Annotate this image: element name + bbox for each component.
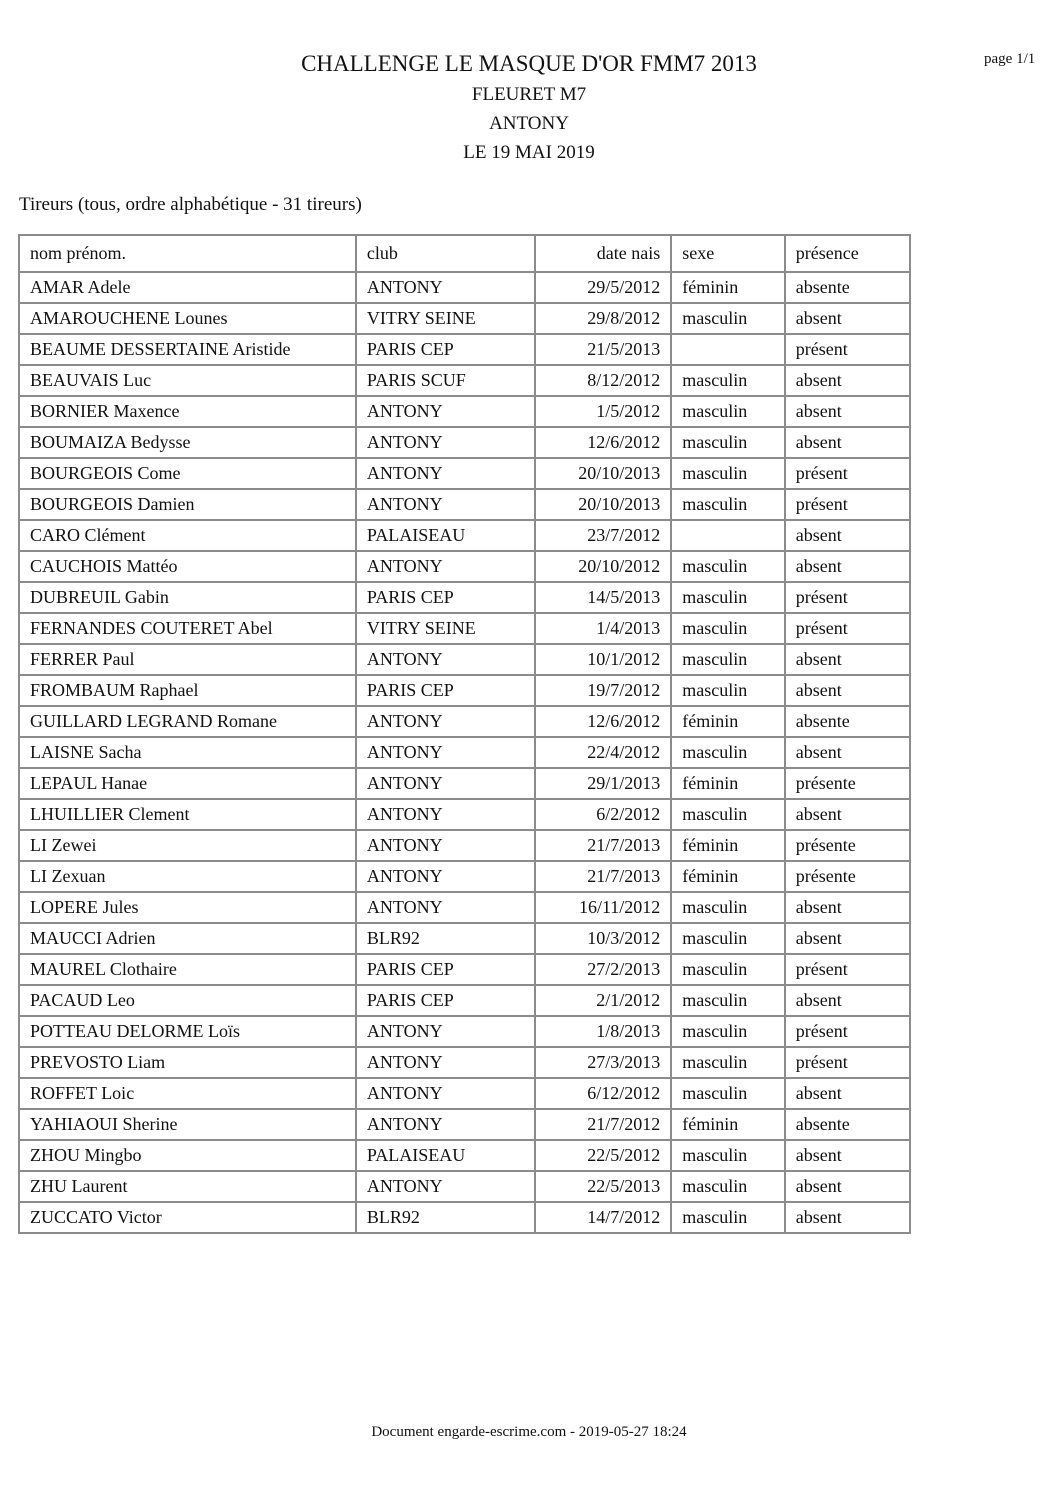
cell-sex: masculin <box>671 1140 784 1171</box>
cell-birthdate: 29/5/2012 <box>535 272 671 303</box>
cell-birthdate: 1/5/2012 <box>535 396 671 427</box>
cell-sex: féminin <box>671 272 784 303</box>
weapon-category: FLEURET M7 <box>471 84 587 105</box>
page-number: page 1/1 <box>984 51 1036 67</box>
table-row <box>19 1078 910 1109</box>
table-row <box>19 551 910 582</box>
table-row <box>19 799 910 830</box>
cell-birthdate: 27/2/2013 <box>535 954 671 985</box>
cell-birthdate: 20/10/2013 <box>535 489 671 520</box>
cell-presence: absent <box>785 303 910 334</box>
cell-presence: absente <box>785 1109 910 1140</box>
table-row <box>19 582 910 613</box>
cell-presence: absent <box>785 985 910 1016</box>
cell-club: ANTONY <box>356 830 535 861</box>
cell-sex: masculin <box>671 1078 784 1109</box>
cell-sex: masculin <box>671 489 784 520</box>
cell-birthdate: 22/5/2013 <box>535 1171 671 1202</box>
cell-sex: masculin <box>671 737 784 768</box>
cell-sex: masculin <box>671 458 784 489</box>
table-row <box>19 1016 910 1047</box>
cell-club: ANTONY <box>356 706 535 737</box>
cell-presence: présent <box>785 582 910 613</box>
cell-presence: absent <box>785 1202 910 1233</box>
cell-birthdate: 16/11/2012 <box>535 892 671 923</box>
table-row <box>19 489 910 520</box>
cell-birthdate: 6/12/2012 <box>535 1078 671 1109</box>
table-row <box>19 768 910 799</box>
table-row <box>19 396 910 427</box>
table-row <box>19 830 910 861</box>
cell-club: ANTONY <box>356 489 535 520</box>
cell-club: ANTONY <box>356 396 535 427</box>
cell-name: LEPAUL Hanae <box>19 768 356 799</box>
cell-club: ANTONY <box>356 861 535 892</box>
cell-name: POTTEAU DELORME Loïs <box>19 1016 356 1047</box>
column-header-sex: sexe <box>671 235 784 272</box>
cell-birthdate: 21/7/2013 <box>535 861 671 892</box>
cell-name: MAUREL Clothaire <box>19 954 356 985</box>
cell-name: FERRER Paul <box>19 644 356 675</box>
cell-birthdate: 29/1/2013 <box>535 768 671 799</box>
cell-sex: masculin <box>671 644 784 675</box>
cell-sex: masculin <box>671 985 784 1016</box>
cell-sex: féminin <box>671 1109 784 1140</box>
cell-sex: masculin <box>671 427 784 458</box>
cell-name: BOURGEOIS Damien <box>19 489 356 520</box>
table-row <box>19 861 910 892</box>
cell-birthdate: 1/4/2013 <box>535 613 671 644</box>
cell-birthdate: 21/5/2013 <box>535 334 671 365</box>
cell-club: ANTONY <box>356 458 535 489</box>
cell-club: PARIS CEP <box>356 582 535 613</box>
cell-name: LI Zexuan <box>19 861 356 892</box>
cell-sex: masculin <box>671 365 784 396</box>
event-location: ANTONY <box>489 113 569 134</box>
column-header-birthdate: date nais <box>535 235 671 272</box>
cell-club: PARIS CEP <box>356 985 535 1016</box>
cell-name: BEAUME DESSERTAINE Aristide <box>19 334 356 365</box>
cell-club: ANTONY <box>356 644 535 675</box>
cell-birthdate: 27/3/2013 <box>535 1047 671 1078</box>
cell-presence: absent <box>785 1171 910 1202</box>
cell-name: LHUILLIER Clement <box>19 799 356 830</box>
cell-club: ANTONY <box>356 272 535 303</box>
cell-sex: masculin <box>671 396 784 427</box>
table-row <box>19 954 910 985</box>
document-footer: Document engarde-escrime.com - 2019-05-27 18:24 <box>371 1424 687 1440</box>
cell-presence: présent <box>785 613 910 644</box>
cell-name: LOPERE Jules <box>19 892 356 923</box>
cell-sex: masculin <box>671 1171 784 1202</box>
cell-birthdate: 8/12/2012 <box>535 365 671 396</box>
section-caption: Tireurs (tous, ordre alphabétique - 31 tireurs) <box>19 194 362 215</box>
cell-presence: présent <box>785 334 910 365</box>
cell-presence: absent <box>785 1078 910 1109</box>
cell-club: PALAISEAU <box>356 520 535 551</box>
cell-sex: masculin <box>671 582 784 613</box>
table-body <box>19 272 910 1233</box>
cell-presence: absente <box>785 706 910 737</box>
cell-name: CARO Clément <box>19 520 356 551</box>
cell-presence: absent <box>785 396 910 427</box>
table-row <box>19 458 910 489</box>
cell-birthdate: 21/7/2012 <box>535 1109 671 1140</box>
cell-birthdate: 20/10/2012 <box>535 551 671 582</box>
cell-presence: présent <box>785 1016 910 1047</box>
cell-club: ANTONY <box>356 892 535 923</box>
cell-club: ANTONY <box>356 551 535 582</box>
cell-name: CAUCHOIS Mattéo <box>19 551 356 582</box>
cell-presence: absent <box>785 799 910 830</box>
cell-sex: masculin <box>671 1047 784 1078</box>
table-row <box>19 985 910 1016</box>
column-header-presence: présence <box>785 235 910 272</box>
cell-club: ANTONY <box>356 799 535 830</box>
cell-presence: présent <box>785 1047 910 1078</box>
cell-club: ANTONY <box>356 768 535 799</box>
cell-birthdate: 14/5/2013 <box>535 582 671 613</box>
table-row <box>19 303 910 334</box>
cell-birthdate: 29/8/2012 <box>535 303 671 334</box>
table-row <box>19 427 910 458</box>
cell-birthdate: 2/1/2012 <box>535 985 671 1016</box>
cell-sex: masculin <box>671 892 784 923</box>
cell-presence: présent <box>785 489 910 520</box>
cell-presence: absent <box>785 520 910 551</box>
table-row <box>19 1047 910 1078</box>
cell-sex: masculin <box>671 303 784 334</box>
cell-club: PARIS CEP <box>356 954 535 985</box>
column-header-name: nom prénom. <box>19 235 356 272</box>
cell-birthdate: 12/6/2012 <box>535 427 671 458</box>
cell-birthdate: 19/7/2012 <box>535 675 671 706</box>
cell-club: BLR92 <box>356 1202 535 1233</box>
cell-presence: absent <box>785 923 910 954</box>
cell-name: ZHU Laurent <box>19 1171 356 1202</box>
cell-club: BLR92 <box>356 923 535 954</box>
table-row <box>19 613 910 644</box>
shooters-table <box>18 234 911 1234</box>
cell-club: PARIS CEP <box>356 334 535 365</box>
cell-birthdate: 6/2/2012 <box>535 799 671 830</box>
cell-birthdate: 12/6/2012 <box>535 706 671 737</box>
cell-sex: masculin <box>671 1202 784 1233</box>
cell-sex: masculin <box>671 923 784 954</box>
cell-presence: présent <box>785 458 910 489</box>
table-row <box>19 892 910 923</box>
cell-club: PARIS SCUF <box>356 365 535 396</box>
table-row <box>19 923 910 954</box>
cell-name: ROFFET Loic <box>19 1078 356 1109</box>
table-row <box>19 272 910 303</box>
cell-presence: présente <box>785 768 910 799</box>
cell-name: BOUMAIZA Bedysse <box>19 427 356 458</box>
cell-presence: absent <box>785 1140 910 1171</box>
cell-sex: masculin <box>671 675 784 706</box>
cell-sex: féminin <box>671 768 784 799</box>
cell-birthdate: 10/1/2012 <box>535 644 671 675</box>
cell-birthdate: 23/7/2012 <box>535 520 671 551</box>
cell-name: PACAUD Leo <box>19 985 356 1016</box>
event-date: LE 19 MAI 2019 <box>463 142 595 163</box>
cell-club: ANTONY <box>356 1109 535 1140</box>
cell-sex <box>671 520 784 551</box>
cell-name: PREVOSTO Liam <box>19 1047 356 1078</box>
cell-sex: féminin <box>671 830 784 861</box>
cell-name: DUBREUIL Gabin <box>19 582 356 613</box>
cell-birthdate: 1/8/2013 <box>535 1016 671 1047</box>
cell-name: BORNIER Maxence <box>19 396 356 427</box>
cell-birthdate: 22/4/2012 <box>535 737 671 768</box>
cell-presence: absente <box>785 272 910 303</box>
cell-club: VITRY SEINE <box>356 613 535 644</box>
cell-club: VITRY SEINE <box>356 303 535 334</box>
table-row <box>19 1202 910 1233</box>
table-row <box>19 706 910 737</box>
cell-club: PARIS CEP <box>356 675 535 706</box>
cell-name: BEAUVAIS Luc <box>19 365 356 396</box>
cell-club: ANTONY <box>356 427 535 458</box>
table-row <box>19 365 910 396</box>
cell-name: BOURGEOIS Come <box>19 458 356 489</box>
cell-club: ANTONY <box>356 1078 535 1109</box>
cell-presence: absent <box>785 365 910 396</box>
cell-presence: absent <box>785 644 910 675</box>
cell-presence: présent <box>785 954 910 985</box>
cell-presence: absent <box>785 427 910 458</box>
table-row <box>19 675 910 706</box>
cell-presence: présente <box>785 861 910 892</box>
cell-name: YAHIAOUI Sherine <box>19 1109 356 1140</box>
cell-presence: absent <box>785 892 910 923</box>
cell-sex: masculin <box>671 1016 784 1047</box>
cell-birthdate: 14/7/2012 <box>535 1202 671 1233</box>
table-row <box>19 1171 910 1202</box>
cell-sex: masculin <box>671 613 784 644</box>
document-header <box>0 48 1058 167</box>
cell-sex: masculin <box>671 799 784 830</box>
cell-sex: féminin <box>671 861 784 892</box>
cell-name: ZHOU Mingbo <box>19 1140 356 1171</box>
cell-name: ZUCCATO Victor <box>19 1202 356 1233</box>
cell-name: AMAR Adele <box>19 272 356 303</box>
table-row <box>19 520 910 551</box>
cell-birthdate: 20/10/2013 <box>535 458 671 489</box>
cell-birthdate: 21/7/2013 <box>535 830 671 861</box>
cell-club: ANTONY <box>356 1016 535 1047</box>
table-row <box>19 334 910 365</box>
cell-name: MAUCCI Adrien <box>19 923 356 954</box>
cell-club: ANTONY <box>356 1047 535 1078</box>
table-row <box>19 644 910 675</box>
table-row <box>19 1109 910 1140</box>
cell-name: GUILLARD LEGRAND Romane <box>19 706 356 737</box>
cell-sex: féminin <box>671 706 784 737</box>
table-row <box>19 737 910 768</box>
cell-birthdate: 22/5/2012 <box>535 1140 671 1171</box>
cell-sex: masculin <box>671 551 784 582</box>
cell-presence: absent <box>785 737 910 768</box>
cell-club: PALAISEAU <box>356 1140 535 1171</box>
competition-title: CHALLENGE LE MASQUE D'OR FMM7 2013 <box>301 51 757 76</box>
cell-club: ANTONY <box>356 1171 535 1202</box>
cell-presence: présente <box>785 830 910 861</box>
table-header-row <box>19 235 910 272</box>
cell-name: FROMBAUM Raphael <box>19 675 356 706</box>
column-header-club: club <box>356 235 535 272</box>
table-row <box>19 1140 910 1171</box>
cell-sex: masculin <box>671 954 784 985</box>
cell-name: LI Zewei <box>19 830 356 861</box>
cell-club: ANTONY <box>356 737 535 768</box>
cell-birthdate: 10/3/2012 <box>535 923 671 954</box>
cell-name: LAISNE Sacha <box>19 737 356 768</box>
cell-presence: absent <box>785 551 910 582</box>
cell-name: FERNANDES COUTERET Abel <box>19 613 356 644</box>
cell-name: AMAROUCHENE Lounes <box>19 303 356 334</box>
cell-sex <box>671 334 784 365</box>
cell-presence: absent <box>785 675 910 706</box>
